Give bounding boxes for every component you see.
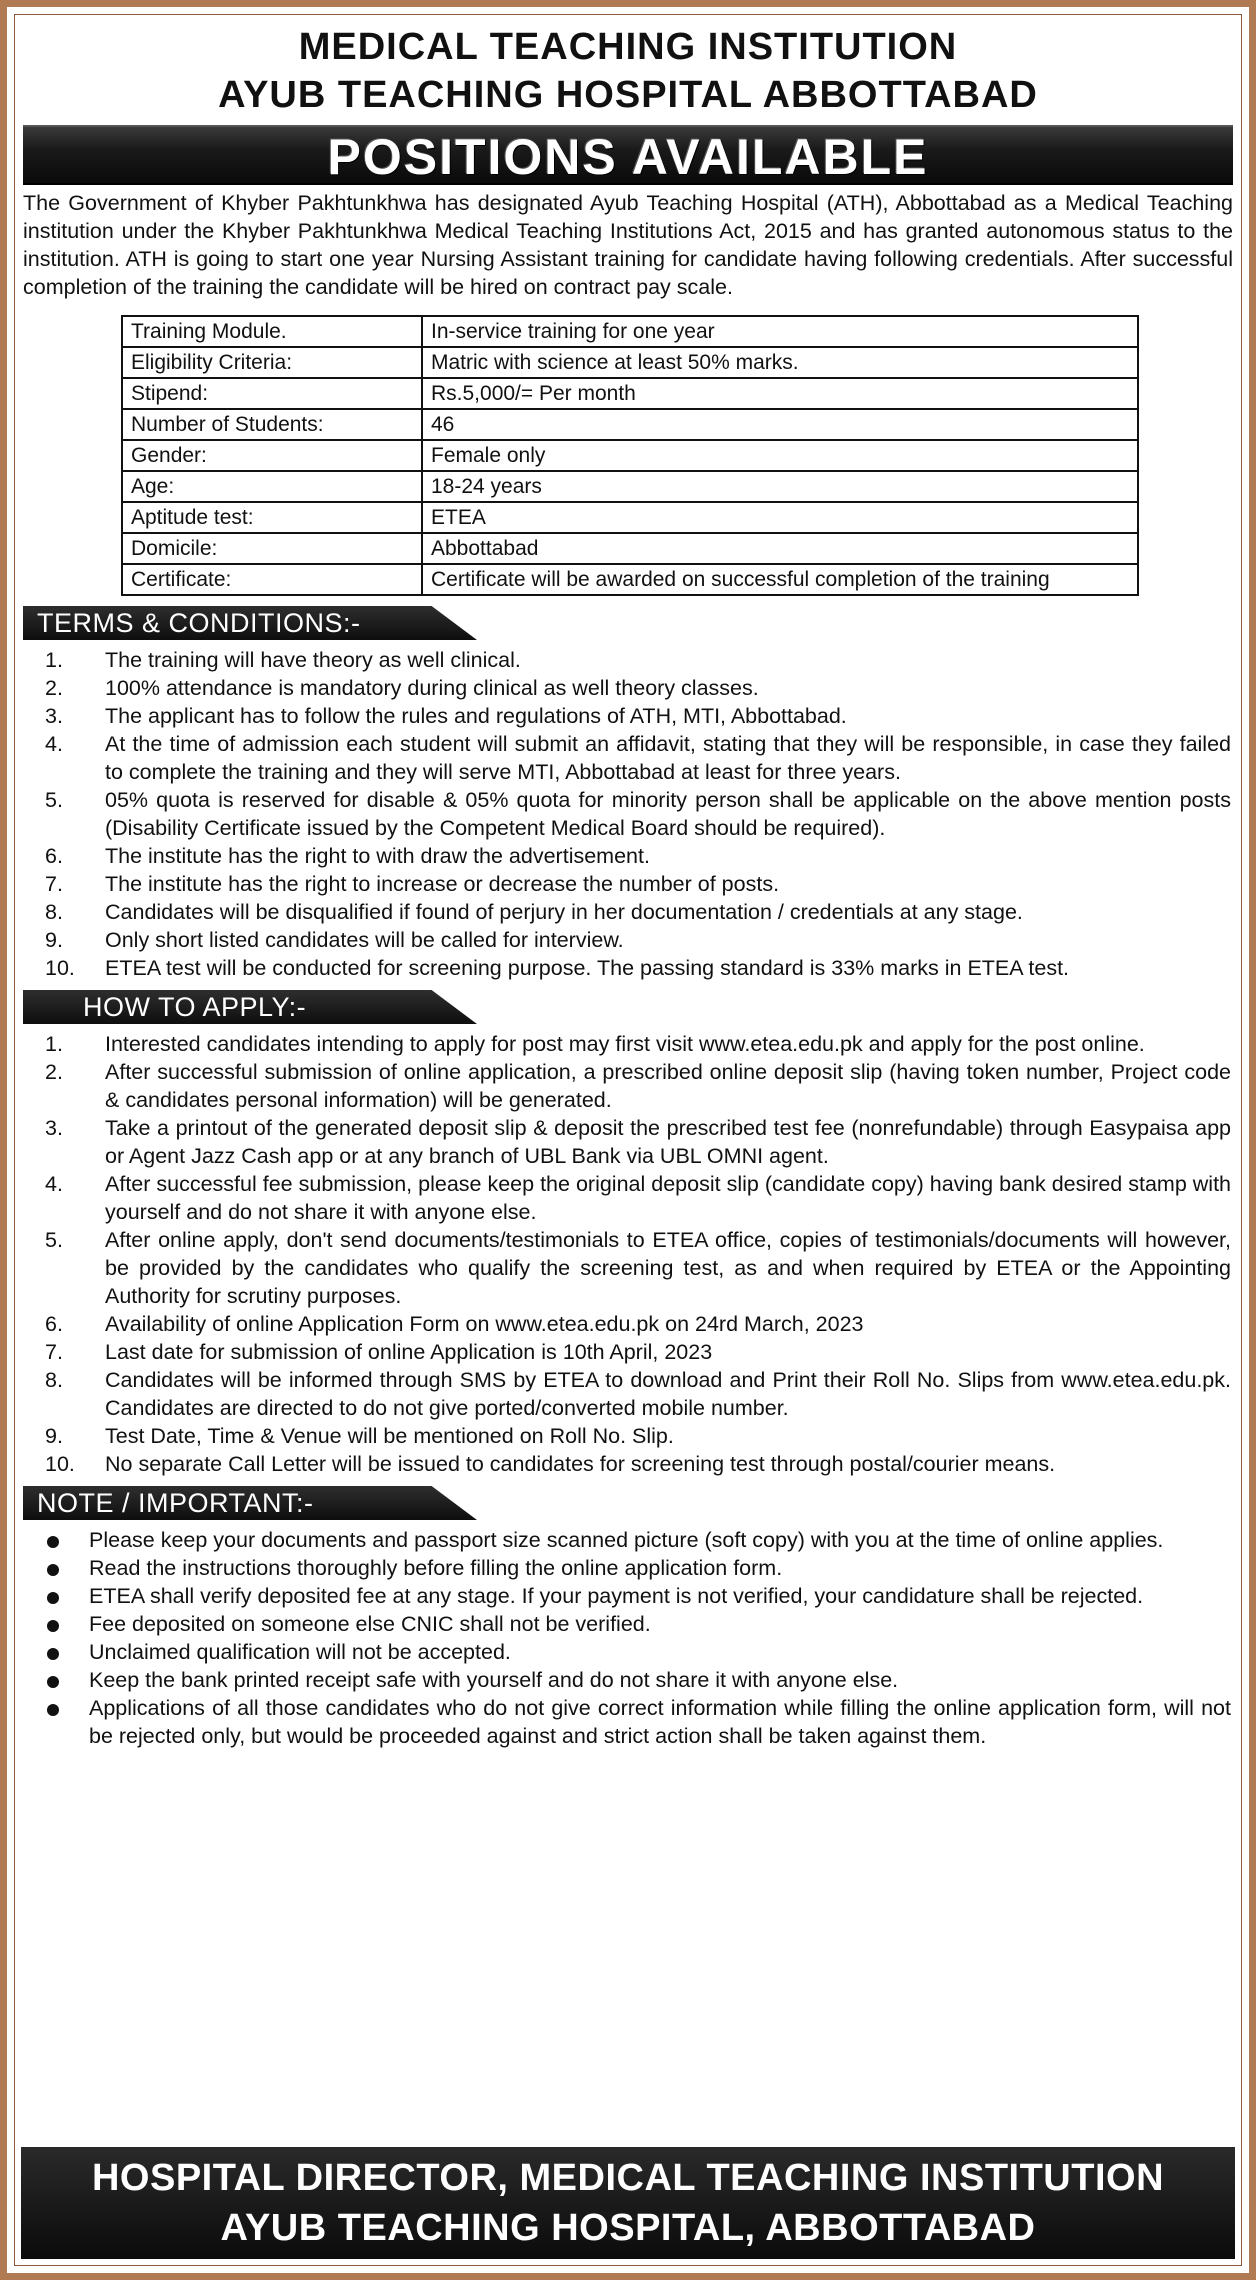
item-text: Candidates will be disqualified if found of perjury in her documentation / credentials at any stage.: [105, 900, 1023, 924]
note-text: Please keep your documents and passport size scanned picture (soft copy) with you at the time of online applies.: [89, 1528, 1164, 1552]
terms-item: [15, 646, 1231, 674]
apply-item: [15, 1310, 1231, 1338]
details-value: Rs.5,000/= Per month: [422, 378, 1138, 409]
terms-item: [15, 702, 1231, 730]
bullet-icon: [47, 1676, 59, 1688]
details-key: Eligibility Criteria:: [122, 347, 422, 378]
details-key: Training Module.: [122, 316, 422, 347]
details-row: [122, 471, 1138, 502]
item-text: Only short listed candidates will be called for interview.: [105, 928, 624, 952]
item-text: 05% quota is reserved for disable & 05% quota for minority person shall be applicable on the above mention posts (Disability Certificate issued by the Competent Medical Board should be required).: [105, 788, 1231, 840]
note-item: [15, 1666, 1231, 1694]
details-key: Aptitude test:: [122, 502, 422, 533]
bullet-icon: [47, 1536, 59, 1548]
item-number: 8.: [45, 900, 63, 924]
note-text: Fee deposited on someone else CNIC shall not be verified.: [89, 1612, 651, 1636]
notes-title: NOTE / IMPORTANT:-: [37, 1488, 314, 1518]
apply-item: [15, 1170, 1231, 1226]
apply-item: [15, 1114, 1231, 1170]
terms-title: TERMS & CONDITIONS:-: [37, 608, 361, 638]
item-number: 3.: [45, 704, 63, 728]
details-row: [122, 533, 1138, 564]
footer-line-2: AYUB TEACHING HOSPITAL, ABBOTTABAD: [220, 2207, 1036, 2249]
item-number: 5.: [45, 788, 63, 812]
item-text: Test Date, Time & Venue will be mentioned on Roll No. Slip.: [105, 1424, 674, 1448]
item-number: 3.: [45, 1116, 63, 1140]
terms-item: [15, 786, 1231, 842]
item-number: 10.: [45, 956, 75, 980]
details-row: [122, 378, 1138, 409]
note-item: [15, 1694, 1231, 1750]
note-item: [15, 1610, 1231, 1638]
terms-item: [15, 898, 1231, 926]
apply-item: [15, 1366, 1231, 1422]
details-row: [122, 440, 1138, 471]
note-item: [15, 1526, 1231, 1554]
bullet-icon: [47, 1592, 59, 1604]
item-number: 6.: [45, 1312, 63, 1336]
details-key: Age:: [122, 471, 422, 502]
details-value: Matric with science at least 50% marks.: [422, 347, 1138, 378]
item-text: Candidates will be informed through SMS by ETEA to download and Print their Roll No. Slips from www.etea.edu.pk. Candidates are directed to do not give ported/converted mobile number.: [105, 1368, 1231, 1420]
bullet-icon: [47, 1648, 59, 1660]
item-number: 4.: [45, 1172, 63, 1196]
item-text: After online apply, don't send documents/testimonials to ETEA office, copies of testimonials/documents will however, be provided by the candidates who qualify the screening test, as and when required by ETEA or the Appointing Authority for scrutiny purposes.: [105, 1228, 1231, 1308]
terms-item: [15, 730, 1231, 786]
item-number: 7.: [45, 1340, 63, 1364]
note-text: Applications of all those candidates who do not give correct information while filling the online application form, will not be rejected only, but would be proceeded against and strict action shall be taken against them.: [89, 1696, 1231, 1748]
item-number: 1.: [45, 1032, 63, 1056]
item-text: After successful fee submission, please keep the original deposit slip (candidate copy) having bank desired stamp with yourself and do not share it with anyone else.: [105, 1172, 1231, 1224]
details-row: [122, 347, 1138, 378]
item-text: 100% attendance is mandatory during clinical as well theory classes.: [105, 676, 759, 700]
item-number: 9.: [45, 1424, 63, 1448]
institution-header: [15, 15, 1241, 119]
signatory-footer: [21, 2147, 1235, 2259]
item-text: The institute has the right to with draw the advertisement.: [105, 844, 650, 868]
apply-item: [15, 1422, 1231, 1450]
note-text: Keep the bank printed receipt safe with yourself and do not share it with anyone else.: [89, 1668, 899, 1692]
terms-section-header: [23, 606, 477, 640]
item-number: 5.: [45, 1228, 63, 1252]
bullet-icon: [47, 1704, 59, 1716]
apply-list: [15, 1030, 1241, 1478]
details-row: [122, 564, 1138, 595]
bullet-icon: [47, 1620, 59, 1632]
details-value: In-service training for one year: [422, 316, 1138, 347]
bullet-icon: [47, 1564, 59, 1576]
page-frame: [14, 14, 1242, 2266]
item-text: No separate Call Letter will be issued to candidates for screening test through postal/courier means.: [105, 1452, 1056, 1476]
details-key: Number of Students:: [122, 409, 422, 440]
training-details-table: [121, 315, 1139, 596]
item-text: Take a printout of the generated deposit slip & deposit the prescribed test fee (nonrefundable) through Easypaisa app or Agent Jazz Cash app or at any branch of UBL Bank via UBL OMNI agent.: [105, 1116, 1231, 1168]
details-row: [122, 316, 1138, 347]
item-number: 7.: [45, 872, 63, 896]
details-value: Abbottabad: [422, 533, 1138, 564]
item-number: 1.: [45, 648, 63, 672]
item-text: At the time of admission each student will submit an affidavit, stating that they will be responsible, in case they failed to complete the training and they will serve MTI, Abbottabad at least for three years.: [105, 732, 1231, 784]
header-line-2: AYUB TEACHING HOSPITAL ABBOTTABAD: [218, 74, 1038, 116]
item-text: The applicant has to follow the rules and regulations of ATH, MTI, Abbottabad.: [105, 704, 847, 728]
item-number: 8.: [45, 1368, 63, 1392]
apply-section-header: [23, 990, 477, 1024]
apply-item: [15, 1030, 1231, 1058]
item-text: ETEA test will be conducted for screening purpose. The passing standard is 33% marks in ETEA test.: [105, 956, 1070, 980]
details-row: [122, 409, 1138, 440]
item-number: 6.: [45, 844, 63, 868]
apply-item: [15, 1226, 1231, 1310]
notes-section-header: [23, 1486, 477, 1520]
item-number: 9.: [45, 928, 63, 952]
terms-list: [15, 646, 1241, 982]
positions-banner: POSITIONS AVAILABLE: [23, 125, 1233, 185]
terms-item: [15, 674, 1231, 702]
note-text: Read the instructions thoroughly before filling the online application form.: [89, 1556, 783, 1580]
details-key: Certificate:: [122, 564, 422, 595]
item-text: The training will have theory as well clinical.: [105, 648, 521, 672]
details-key: Domicile:: [122, 533, 422, 564]
note-text: Unclaimed qualification will not be accepted.: [89, 1640, 511, 1664]
item-text: Last date for submission of online Application is 10th April, 2023: [105, 1340, 713, 1364]
terms-item: [15, 926, 1231, 954]
details-value: Certificate will be awarded on successful completion of the training: [422, 564, 1138, 595]
footer-line-1: HOSPITAL DIRECTOR, MEDICAL TEACHING INSTITUTION: [91, 2157, 1165, 2199]
note-text: ETEA shall verify deposited fee at any stage. If your payment is not verified, your candidature shall be rejected.: [89, 1584, 1144, 1608]
details-value: Female only: [422, 440, 1138, 471]
terms-item: [15, 842, 1231, 870]
terms-item: [15, 870, 1231, 898]
header-line-1: MEDICAL TEACHING INSTITUTION: [298, 26, 958, 68]
item-text: Interested candidates intending to apply for post may first visit www.etea.edu.pk and apply for the post online.: [105, 1032, 1145, 1056]
details-value: 46: [422, 409, 1138, 440]
item-number: 4.: [45, 732, 63, 756]
item-number: 2.: [45, 1060, 63, 1084]
item-text: After successful submission of online application, a prescribed online deposit slip (having token number, Project code & candidates personal information) will be generated.: [105, 1060, 1231, 1112]
note-item: [15, 1554, 1231, 1582]
details-key: Stipend:: [122, 378, 422, 409]
note-item: [15, 1582, 1231, 1610]
apply-item: [15, 1338, 1231, 1366]
item-text: Availability of online Application Form on www.etea.edu.pk on 24rd March, 2023: [105, 1312, 864, 1336]
item-text: The institute has the right to increase or decrease the number of posts.: [105, 872, 780, 896]
details-value: ETEA: [422, 502, 1138, 533]
terms-item: [15, 954, 1231, 982]
intro-paragraph: The Government of Khyber Pakhtunkhwa has designated Ayub Teaching Hospital (ATH), Abbottabad as a Medical Teaching institution under the Khyber Pakhtunkhwa Medical Teaching Institutions Act, 2015 and has granted autonomous status to the institution. ATH is going to start one year Nursing Assistant training for candidate having following credentials. After successful completion of the training the candidate will be hired on contract pay scale.: [23, 191, 1233, 299]
item-number: 10.: [45, 1452, 75, 1476]
details-row: [122, 502, 1138, 533]
apply-item: [15, 1058, 1231, 1114]
details-value: 18-24 years: [422, 471, 1138, 502]
details-key: Gender:: [122, 440, 422, 471]
apply-item: [15, 1450, 1231, 1478]
notes-list: [15, 1526, 1241, 1750]
note-item: [15, 1638, 1231, 1666]
item-number: 2.: [45, 676, 63, 700]
apply-title: HOW TO APPLY:-: [83, 992, 307, 1022]
